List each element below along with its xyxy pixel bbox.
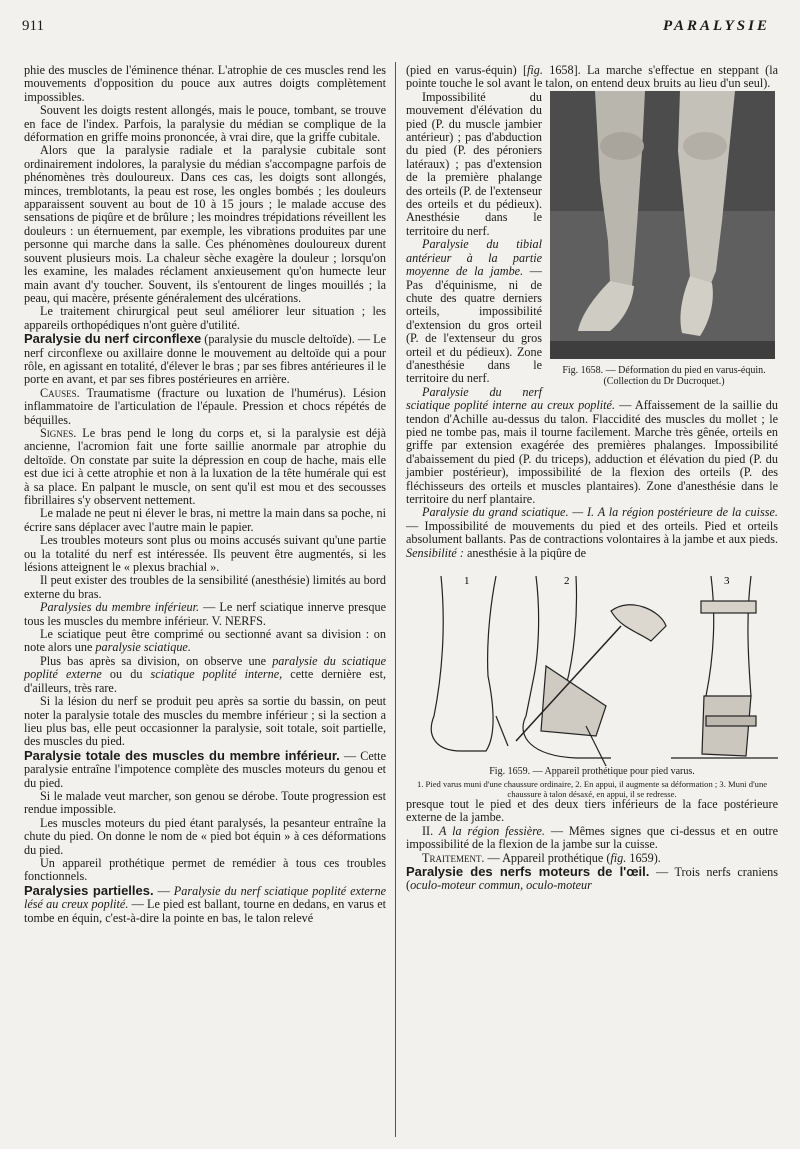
left-column [24,64,386,925]
section-membre-inferieur: Paralysies du membre inférieur. — Le nerf sciatique innerve presque tous les muscles du membre inférieur. V. NERFS. [24,600,386,628]
figure-1659-caption: Fig. 1659. — Appareil prothétique pour pied varus. 1. Pied varus muni d'une chaussure ordinaire, 2. En appui, il augmente sa déformation ; 3. Muni d'une chaussure à talon désaxé, en appui, il se redresse. [406,766,778,799]
page-number: 911 [22,18,44,34]
section-heading: Paralysies partielles. [24,882,154,898]
paragraph-signes: Signes. Le bras pend le long du corps et, si la paralysie est déjà ancienne, l'acromion fait une forte saillie anormale par atrophie du deltoïde. On constate par suite la dépression en coup de hache, mais elle est due ici à cette atrophie et non à la luxation de la tête humérale qui est à sa place. En palpant le muscle, on sent qu'il est mou et des secousses fibrillaires s'y observent nettement. [24,425,386,507]
paragraph: Un appareil prothétique permet de remédier à tous ces troubles fonctionnels. [24,855,386,884]
section-heading: Paralysie totale des muscles du membre inférieur. [24,747,340,763]
figure-label-1: 1 [464,575,470,588]
paragraph: (pied en varus-équin) [fig. 1658]. La marche s'effectue en steppant (la pointe touche le sol avant le talon, on entend deux bruits au lieu d'un seul). [406,63,778,91]
section-paralysie-totale: Paralysie totale des muscles du membre inférieur. — Cette paralysie entraîne l'impotence complète des muscles moteurs du genou et du pied. [24,747,386,790]
photo-feet-varus-equin [550,91,775,359]
figure-1659 [406,566,778,800]
paragraph: Le sciatique peut être comprimé ou sectionné avant sa division : on note alors une paralysie sciatique. [24,627,386,655]
paragraph: presque tout le pied et des deux tiers inférieurs de la face postérieure externe de la jambe. [406,797,778,825]
paragraph-causes: Causes. Traumatisme (fracture ou luxation de l'humérus). Lésion inflammatoire de l'articulation de l'épaule. Pression et chocs répétés de béquilles. [24,385,386,427]
paragraph: Les troubles moteurs sont plus ou moins accusés suivant qu'une partie ou la totalité du nerf est intéressée. Ils peuvent être augmentés, si les lésions atteignent le « plexus brachial ». [24,533,386,575]
paragraph: phie des muscles de l'éminence thénar. L'atrophie de ces muscles rend les mouvements d'opposition du pouce aux autres doigts complètement impossibles. [24,63,386,104]
page-header [22,18,770,40]
label-signes: Signes. [40,425,77,440]
paragraph-traitement: Traitement. — Appareil prothétique (fig. 1659). [422,850,661,865]
running-title: PARALYSIE [662,18,770,34]
figure-1658 [550,91,778,388]
section-nerfs-oeil: Paralysie des nerfs moteurs de l'œil. — Trois nerfs craniens (oculo-moteur commun, oculo-moteur [406,864,778,893]
section-circonflexe: Paralysie du nerf circonflexe (paralysie du muscle deltoïde). — Le nerf circonflexe ou axillaire donne le mouvement au deltoïde qui a pour rôle, en agissant en totalité, d'élever le bras ; par ses fibres antérieures il le porte en avant, et par ses fibres postérieures en arrière. [24,331,386,387]
paragraph: Si la lésion du nerf se produit peu après sa sortie du bassin, on peut noter la paralysie totale des muscles du membre inférieur ; si la section a lieu plus bas, elle peut occasionner la paralysie, soit totale, soit partielle, des muscles du pied. [24,694,386,749]
paragraph: Le traitement chirurgical peut seul améliorer leur situation ; les appareils orthopédiques n'ont guère d'utilité. [24,304,386,332]
prosthetic-apparatus-drawing [406,566,778,766]
column-divider [395,62,396,1137]
figure-1659-legend: 1. Pied varus muni d'une chaussure ordinaire, 2. En appui, il augmente sa déformation ; 3. Muni d'une chaussure à talon désaxé, en appui, il se redresse. [416,779,768,800]
figure-label-2: 2 [564,575,570,588]
paragraph: II. A la région fessière. — Mêmes signes que ci-dessus et en outre impossibilité de la flexion de la jambe sur la cuisse. [406,823,778,852]
paragraph: Plus bas après sa division, on observe une paralysie du sciatique poplité externe ou du sciatique poplité interne, cette dernière est, d'ailleurs, très rare. [24,653,386,695]
paragraph: Il peut exister des troubles de la sensibilité (anesthésie) limités au bord externe du bras. [24,573,386,601]
figure-1658-credit: (Collection du Dr Ducroquet.) [603,376,725,388]
paragraph: Impossibilité du mouvement d'élévation du pied (P. du muscle jambier antérieur) ; pas d'abduction du pied (P. des péroniers latéraux) ; pas d'extension de la première phalange des orteils (P. de l'extenseur des orteils et du pédieux). Anesthésie dans le territoire du nerf. [406,89,542,238]
paragraph: Paralysie du grand sciatique. — I. A la région postérieure de la cuisse. — Impossibilité de mouvements du pied et des orteils. Pied et orteils absolument ballants. Pas de contractions volontaires à la jambe et aux pieds. Sensibilité : anesthésie à la piqûre de [406,505,778,560]
label-traitement: Traitement. [422,850,485,865]
paragraph: Paralysie du nerf sciatique poplité interne au creux poplité. — Affaissement de la saillie du tendon d'Achille au-dessus du talon. Flaccidité des muscles du mollet ; le pied ne tombe pas, mais il tourne facilement. Marche très gênée, orteils en griffe par extension exagérée des premières phalanges. Impossibilité d'abaissement du pied (P. du triceps), adduction et élévation du pied (P. du jambier postérieur), impossibilité de la flexion des orteils (P. des fléchisseurs des orteils et muscles plantaires). Zone d'anesthésie dans le territoire du nerf plantaire. [406,384,778,506]
paragraph: Souvent les doigts restent allongés, mais le pouce, tombant, se trouve en face de l'index. Parfois, la paralysie du médian se complique de la déformation en griffe moins prononcée, à vrai dire, que la griffe cubitale. [24,103,386,145]
paragraph: Alors que la paralysie radiale et la paralysie cubitale sont ordinairement indolores, la paralysie du médian s'accompagne parfois de phénomènes très douloureux. Dans ces cas, les doigts sont allongés, minces, tremblotants, la peau est rose, les ongles bombés ; les douleurs apparaissent souvent au bout de 10 à 15 jours ; le malade accuse des sensations de piqûre et de brûlure ; les moindres trépidations réveillent les douleurs : un éternuement, par exemple, les vibrations produites par une personne qui marche dans la salle. Ces phénomènes douloureux durent souvent plusieurs mois. La chaleur sèche exagère la douleur ; lorsqu'on les examine, les malades réclament anxieusement qu'on humecte leur main avant d'y toucher. Souvent, ils s'entourent de linges mouillés ; la peau, qui macère, présente généralement des ulcérations. [24,143,386,305]
section-heading: Paralysie du nerf circonflexe [24,331,202,347]
section-subheading: Paralysies du membre inférieur. [40,600,200,615]
label-causes: Causes. [40,385,80,400]
paragraph: Les muscles moteurs du pied étant paralysés, la pesanteur entraîne la chute du pied. On donne le nom de « pied bot équin » à ces déformations du pied. [24,815,386,857]
figure-label-3: 3 [724,575,730,588]
section-heading: Paralysie des nerfs moteurs de l'œil. [406,864,650,880]
section-paralysies-partielles: Paralysies partielles. — Paralysie du nerf sciatique poplité externe lésé au creux poplité. — Le pied est ballant, tourne en dedans, en varus et tombe en équin, c'est-à-dire la pointe en bas, le talon relevé [24,882,387,925]
right-column [406,64,778,893]
paragraph: Paralysie du tibial antérieur à la partie moyenne de la jambe. — Pas d'équinisme, ni de chute des quatre derniers orteils, impossibilité d'extension du gros orteil (P. de l'extenseur du gros orteil et du pédieux). Zone d'anesthésie dans le territoire du nerf. [406,237,542,386]
figure-1658-caption: Fig. 1658. — Déformation du pied en varus-équin. (Collection du Dr Ducroquet.) [550,365,778,388]
paragraph: Si le malade veut marcher, son genou se dérobe. Toute progression est rendue impossible. [24,788,386,817]
paragraph: Le malade ne peut ni élever le bras, ni mettre la main dans sa poche, ni écrire sans déplacer avec l'autre main le papier. [24,506,386,534]
